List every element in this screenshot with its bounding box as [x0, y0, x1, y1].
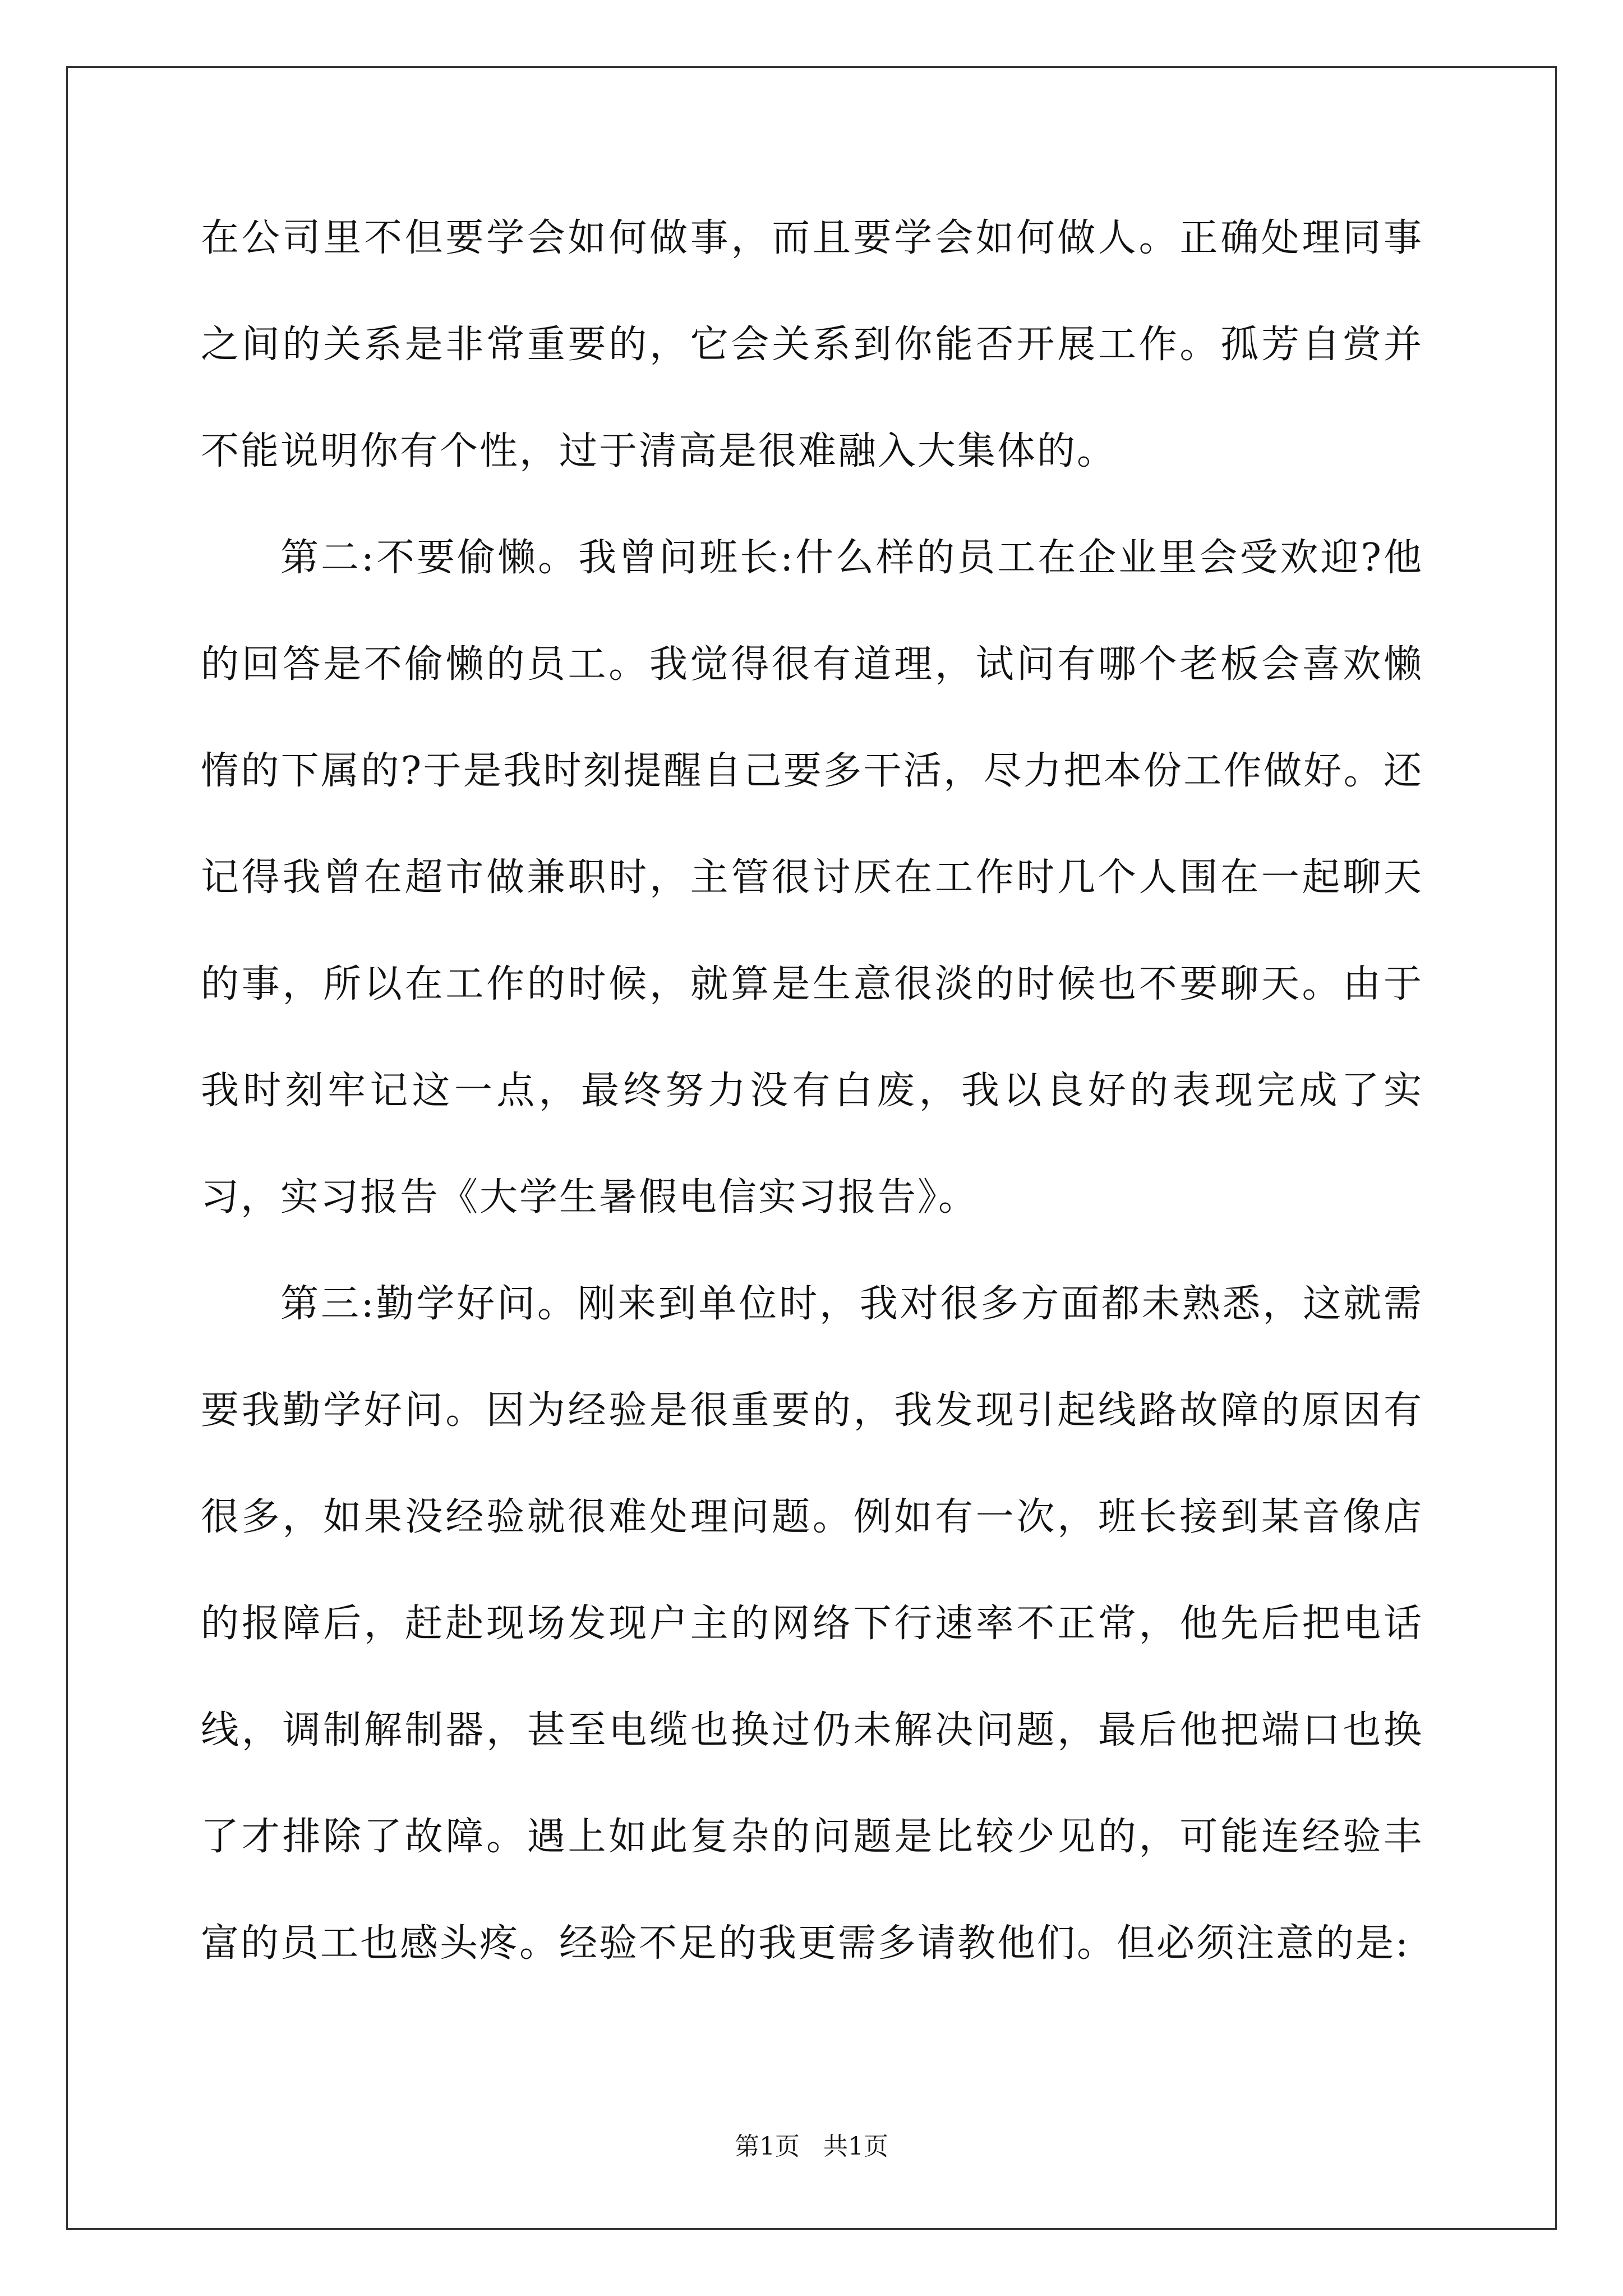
page-footer: 第1页 共1页: [735, 2132, 888, 2161]
paragraph-2: 第二:不要偷懒。我曾问班长:什么样的员工在企业里会受欢迎?他的回答是不偷懒的员工。我觉得很有道理，试问有哪个老板会喜欢懒惰的下属的?于是我时刻提醒自己要多干活，尽力把本份工作做好。还记得我曾在超市做兼职时，主管很讨厌在工作时几个人围在一起聊天的事，所以在工作的时候，就算是生意很淡的时候也不要聊天。由于我时刻牢记这一点，最终努力没有白废，我以良好的表现完成了实习，实习报告《大学生暑假电信实习报告》。: [201, 536, 1423, 1220]
paragraph-3: 第三:勤学好问。刚来到单位时，我对很多方面都未熟悉，这就需要我勤学好问。因为经验是很重要的，我发现引起线路故障的原因有很多，如果没经验就很难处理问题。例如有一次，班长接到某音像店的报障后，赶赴现场发现户主的网络下行速率不正常，他先后把电话线，调制解制器，甚至电缆也换过仍未解决问题，最后他把端口也换了才排除了故障。遇上如此复杂的问题是比较少见的，可能连经验丰富的员工也感头疼。经验不足的我更需多请教他们。但必须注意的是:: [201, 1282, 1423, 1966]
document-body: [201, 185, 1423, 1997]
paragraph-1: 在公司里不但要学会如何做事，而且要学会如何做人。正确处理同事之间的关系是非常重要的，它会关系到你能否开展工作。孤芳自赏并不能说明你有个性，过于清高是很难融入大集体的。: [201, 216, 1423, 473]
